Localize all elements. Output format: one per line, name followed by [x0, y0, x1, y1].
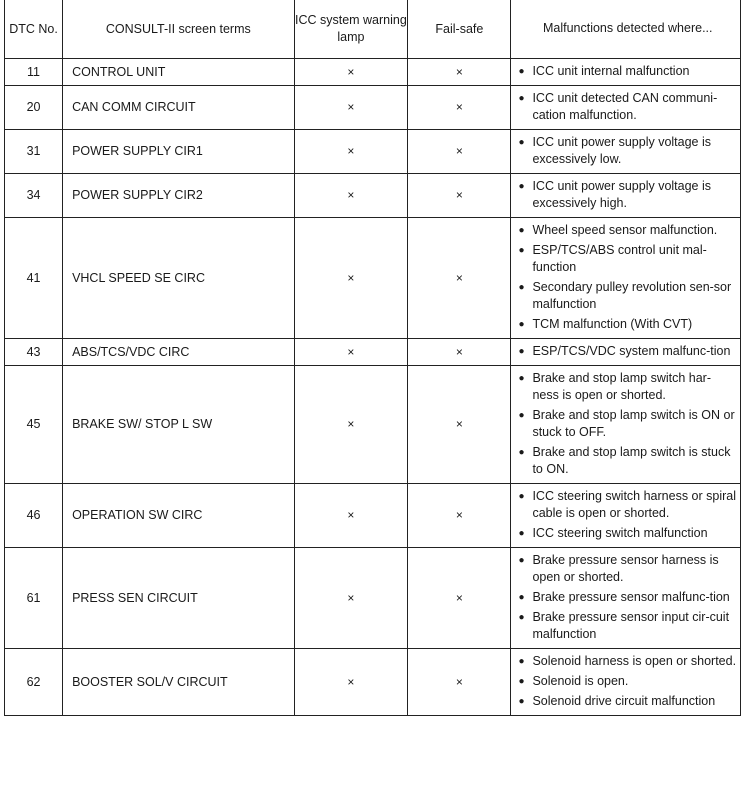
bullet-icon: ● — [518, 612, 525, 623]
bullet-icon: ● — [518, 181, 525, 192]
malfunction-text: Secondary pulley revolution sen-sor malfunction — [532, 280, 732, 311]
table-row — [5, 59, 741, 86]
fail-safe-mark: × — [408, 548, 511, 649]
header-dtc: DTC No. — [5, 0, 63, 59]
warning-lamp-mark: × — [294, 218, 408, 339]
fail-safe-mark: × — [408, 649, 511, 716]
bullet-icon: ● — [518, 555, 525, 566]
malfunction-item — [518, 673, 737, 690]
malfunction-text: ICC unit power supply voltage is excessively high. — [532, 179, 712, 210]
warning-lamp-mark: × — [294, 59, 408, 86]
malfunction-text: Wheel speed sensor malfunction. — [532, 223, 718, 237]
bullet-icon: ● — [518, 656, 525, 667]
bullet-icon: ● — [518, 592, 525, 603]
screen-term: CONTROL UNIT — [63, 59, 294, 86]
malfunction-text: ICC steering switch malfunction — [532, 526, 708, 540]
malfunction-item — [518, 609, 737, 643]
bullet-icon: ● — [518, 245, 525, 256]
malfunction-cell — [511, 649, 741, 716]
malfunction-item — [518, 589, 737, 606]
dtc-number: 43 — [5, 339, 63, 366]
dtc-number: 41 — [5, 218, 63, 339]
warning-lamp-mark: × — [294, 130, 408, 174]
malfunction-item — [518, 444, 737, 478]
fail-safe-mark: × — [408, 174, 511, 218]
table-row — [5, 339, 741, 366]
dtc-number: 61 — [5, 548, 63, 649]
dtc-number: 46 — [5, 484, 63, 548]
screen-term: OPERATION SW CIRC — [63, 484, 294, 548]
warning-lamp-mark: × — [294, 174, 408, 218]
malfunction-text: ICC unit detected CAN communi-cation malfunction. — [532, 91, 718, 122]
header-terms: CONSULT-II screen terms — [63, 0, 294, 59]
dtc-number: 45 — [5, 366, 63, 484]
malfunction-text: Solenoid harness is open or shorted. — [532, 654, 737, 668]
screen-term: PRESS SEN CIRCUIT — [63, 548, 294, 649]
malfunction-item — [518, 178, 737, 212]
malfunction-cell — [511, 484, 741, 548]
malfunction-item — [518, 653, 737, 670]
header-failsafe: Fail-safe — [408, 0, 511, 59]
screen-term: CAN COMM CIRCUIT — [63, 86, 294, 130]
screen-term: POWER SUPPLY CIR2 — [63, 174, 294, 218]
malfunction-item — [518, 222, 737, 239]
fail-safe-mark: × — [408, 130, 511, 174]
header-malfunctions: Malfunctions detected where... — [511, 0, 741, 59]
bullet-icon: ● — [518, 93, 525, 104]
malfunction-cell — [511, 59, 741, 86]
dtc-table — [4, 0, 741, 716]
malfunction-item — [518, 552, 737, 586]
table-row — [5, 484, 741, 548]
malfunction-cell — [511, 218, 741, 339]
malfunction-text: ICC steering switch harness or spiral cable is open or shorted. — [532, 489, 736, 520]
bullet-icon: ● — [518, 282, 525, 293]
dtc-number: 20 — [5, 86, 63, 130]
dtc-number: 34 — [5, 174, 63, 218]
bullet-icon: ● — [518, 66, 525, 77]
fail-safe-mark: × — [408, 59, 511, 86]
malfunction-item — [518, 370, 737, 404]
bullet-icon: ● — [518, 225, 525, 236]
bullet-icon: ● — [518, 137, 525, 148]
warning-lamp-mark: × — [294, 86, 408, 130]
malfunction-text: Brake and stop lamp switch har-ness is open or shorted. — [532, 371, 712, 402]
screen-term: ABS/TCS/VDC CIRC — [63, 339, 294, 366]
malfunction-text: ESP/TCS/VDC system malfunc-tion — [532, 344, 731, 358]
malfunction-item — [518, 90, 737, 124]
fail-safe-mark: × — [408, 366, 511, 484]
bullet-icon: ● — [518, 676, 525, 687]
dtc-number: 11 — [5, 59, 63, 86]
malfunction-cell — [511, 174, 741, 218]
screen-term: POWER SUPPLY CIR1 — [63, 130, 294, 174]
fail-safe-mark: × — [408, 339, 511, 366]
bullet-icon: ● — [518, 528, 525, 539]
fail-safe-mark: × — [408, 218, 511, 339]
warning-lamp-mark: × — [294, 339, 408, 366]
bullet-icon: ● — [518, 447, 525, 458]
malfunction-cell — [511, 130, 741, 174]
warning-lamp-mark: × — [294, 649, 408, 716]
malfunction-text: TCM malfunction (With CVT) — [532, 317, 693, 331]
malfunction-text: ICC unit power supply voltage is excessively low. — [532, 135, 712, 166]
malfunction-text: ESP/TCS/ABS control unit mal-function — [532, 243, 707, 274]
malfunction-text: ICC unit internal malfunction — [532, 64, 690, 78]
malfunction-cell — [511, 339, 741, 366]
screen-term: BOOSTER SOL/V CIRCUIT — [63, 649, 294, 716]
malfunction-text: Brake and stop lamp switch is stuck to ON. — [532, 445, 731, 476]
malfunction-text: Solenoid drive circuit malfunction — [532, 694, 716, 708]
warning-lamp-mark: × — [294, 366, 408, 484]
bullet-icon: ● — [518, 410, 525, 421]
fail-safe-mark: × — [408, 86, 511, 130]
malfunction-item — [518, 63, 737, 80]
malfunction-text: Brake pressure sensor input cir-cuit malfunction — [532, 610, 730, 641]
header-lamp: ICC system warning lamp — [294, 0, 408, 59]
fail-safe-mark: × — [408, 484, 511, 548]
bullet-icon: ● — [518, 319, 525, 330]
malfunction-item — [518, 343, 737, 360]
malfunction-item — [518, 279, 737, 313]
bullet-icon: ● — [518, 696, 525, 707]
screen-term: VHCL SPEED SE CIRC — [63, 218, 294, 339]
bullet-icon: ● — [518, 346, 525, 357]
malfunction-text: Brake and stop lamp switch is ON or stuck to OFF. — [532, 408, 735, 439]
table-row — [5, 218, 741, 339]
malfunction-cell — [511, 86, 741, 130]
dtc-number: 62 — [5, 649, 63, 716]
table-row — [5, 649, 741, 716]
malfunction-item — [518, 488, 737, 522]
header-row — [5, 0, 741, 59]
table-row — [5, 366, 741, 484]
malfunction-item — [518, 316, 737, 333]
malfunction-text: Brake pressure sensor harness is open or shorted. — [532, 553, 719, 584]
malfunction-cell — [511, 548, 741, 649]
malfunction-item — [518, 525, 737, 542]
screen-term: BRAKE SW/ STOP L SW — [63, 366, 294, 484]
malfunction-item — [518, 242, 737, 276]
malfunction-item — [518, 407, 737, 441]
table-row — [5, 130, 741, 174]
warning-lamp-mark: × — [294, 548, 408, 649]
table-row — [5, 548, 741, 649]
malfunction-text: Solenoid is open. — [532, 674, 629, 688]
malfunction-item — [518, 134, 737, 168]
malfunction-text: Brake pressure sensor malfunc-tion — [532, 590, 730, 604]
dtc-number: 31 — [5, 130, 63, 174]
bullet-icon: ● — [518, 491, 525, 502]
table-row — [5, 86, 741, 130]
malfunction-cell — [511, 366, 741, 484]
table-row — [5, 174, 741, 218]
malfunction-item — [518, 693, 737, 710]
warning-lamp-mark: × — [294, 484, 408, 548]
bullet-icon: ● — [518, 373, 525, 384]
